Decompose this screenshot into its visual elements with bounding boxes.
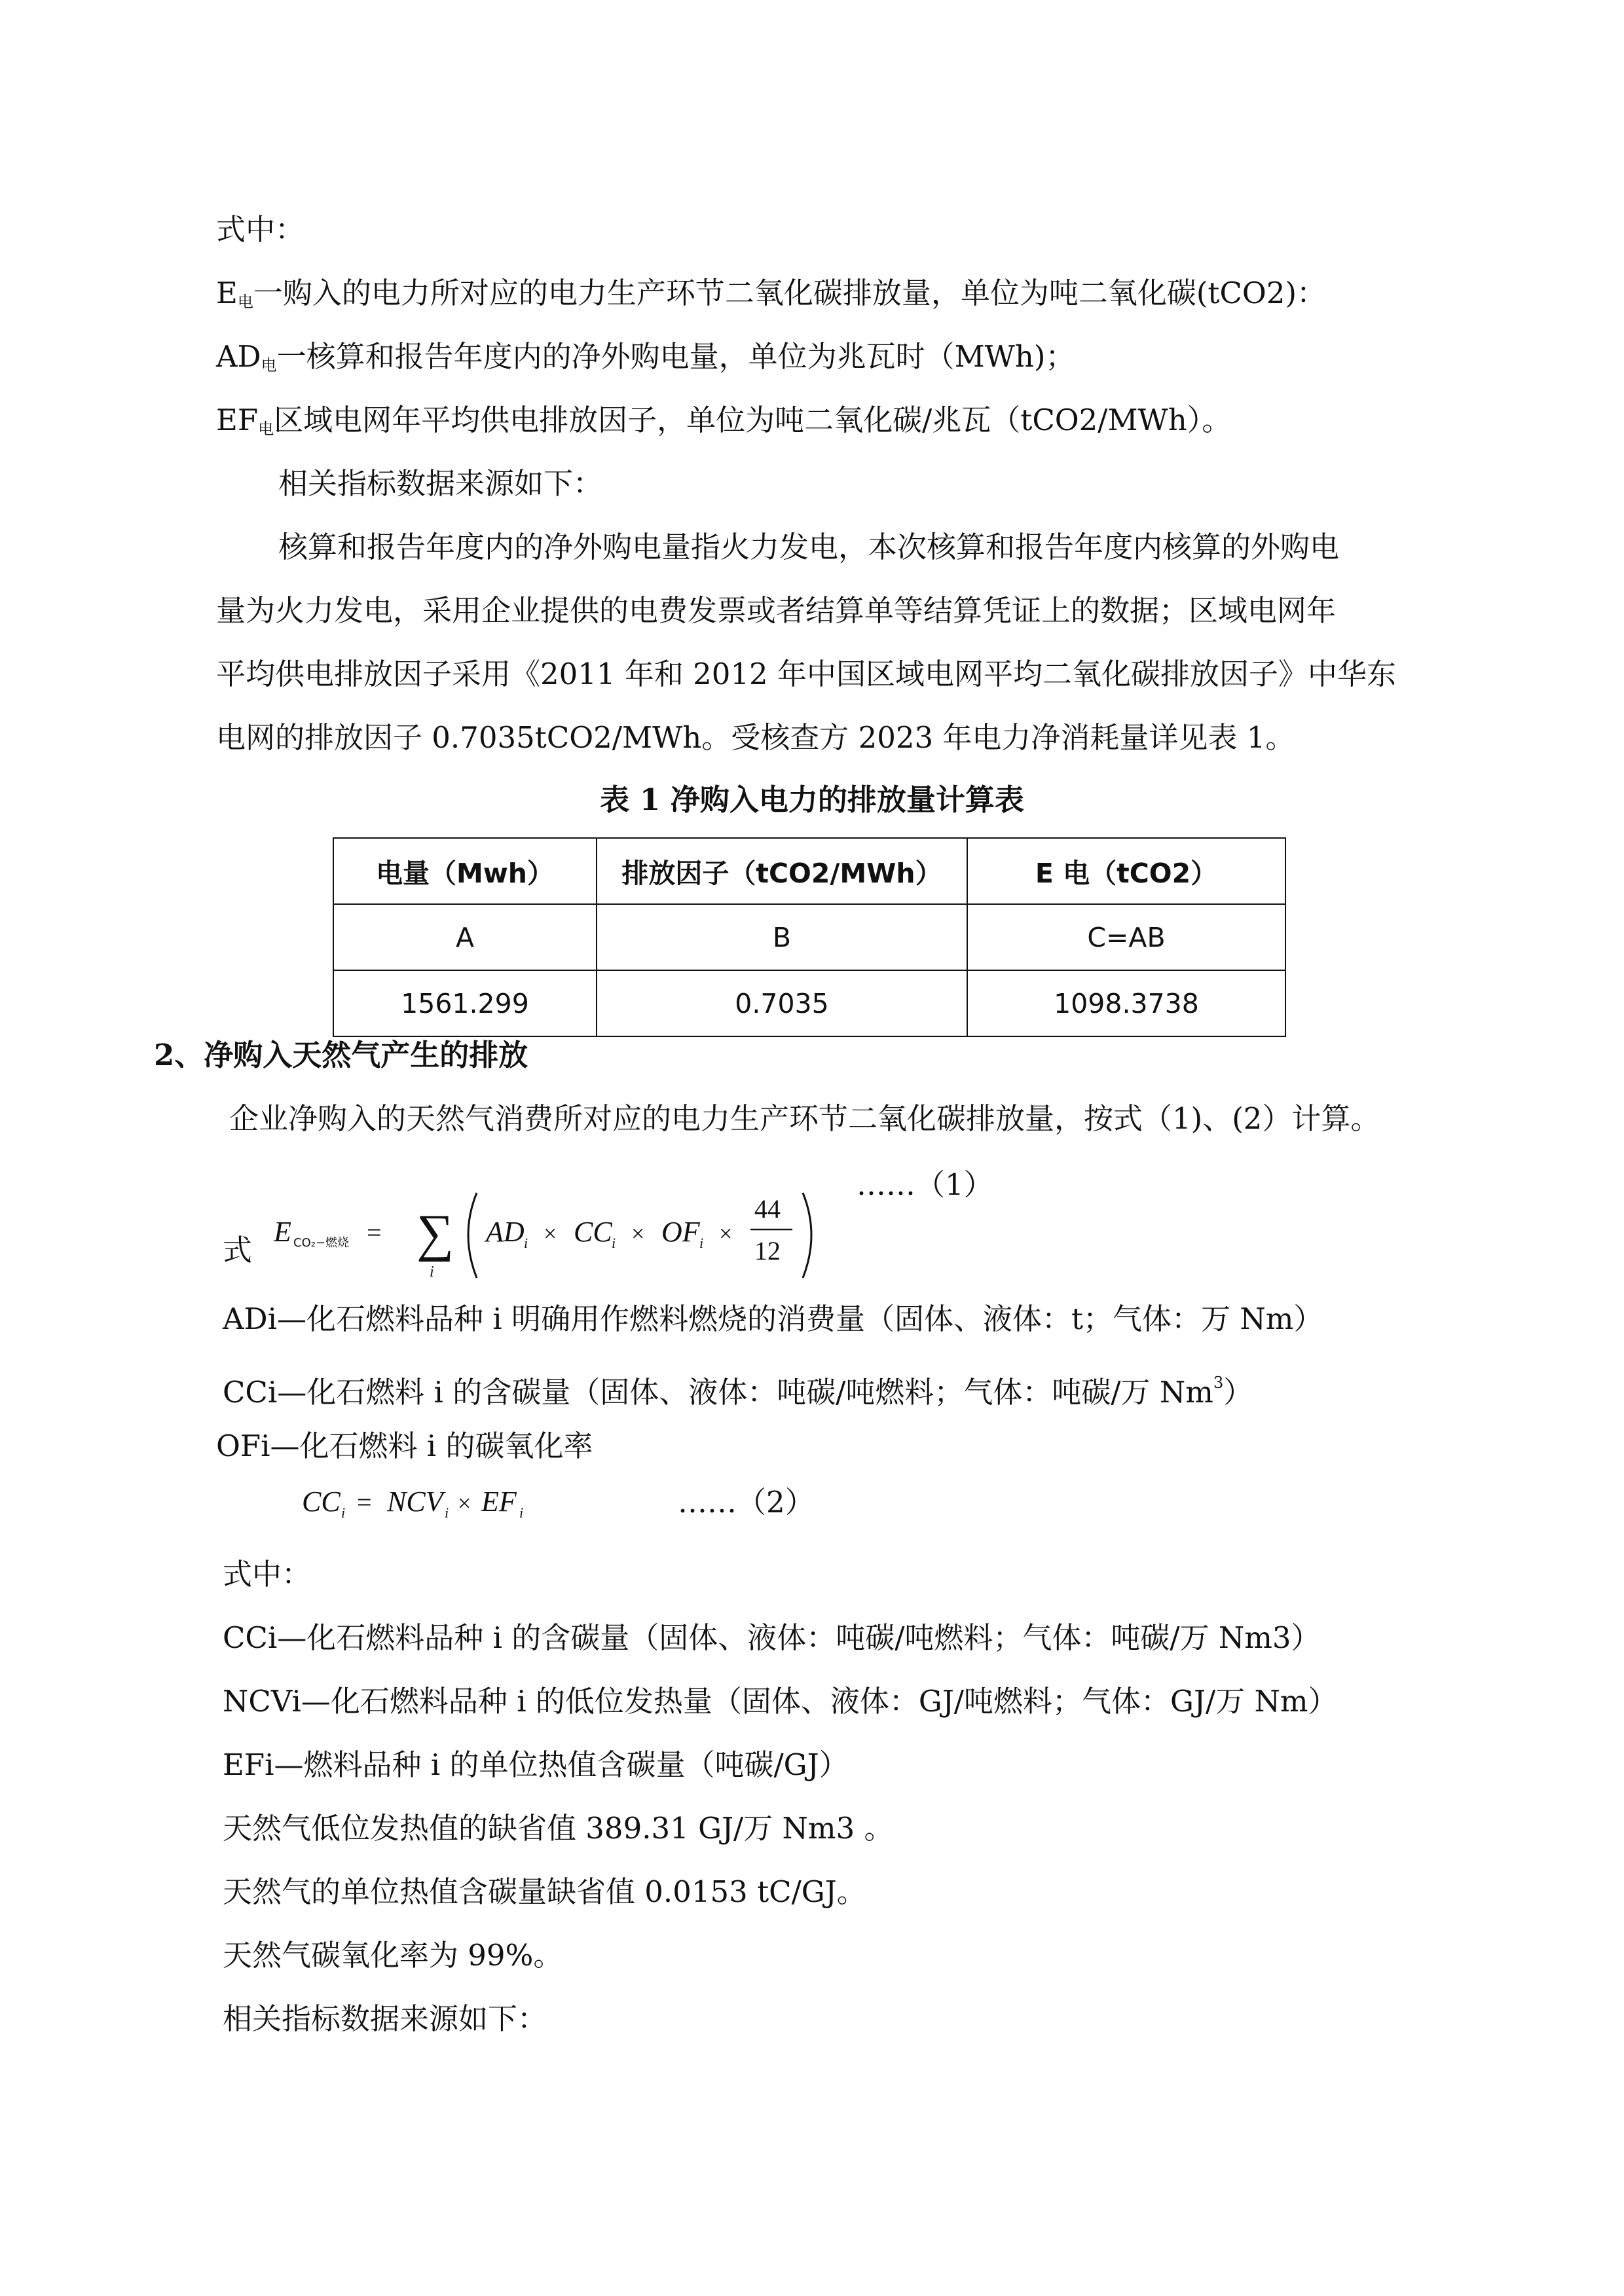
eq1-term: OF	[661, 1216, 700, 1248]
def-line: 天然气的单位热值含碳量缺省值 0.0153 tC/GJ。	[223, 1874, 866, 1909]
def-symbol: E	[216, 276, 238, 310]
eq2-lhs: CC	[302, 1485, 341, 1518]
section-intro: 企业净购入的天然气消费所对应的电力生产环节二氧化碳排放量，按式（1)、(2）计算。	[229, 1101, 1380, 1136]
eq1-term-sub: i	[699, 1235, 704, 1251]
def-symbol-sub: 电	[261, 356, 277, 374]
data-source-heading: 相关指标数据来源如下：	[278, 466, 603, 501]
paragraph-line: 平均供电排放因子采用《2011 年和 2012 年中国区域电网平均二氧化碳排放因子》中华东	[216, 657, 1396, 691]
def-line: CCi—化石燃料品种 i 的含碳量（固体、液体：吨碳/吨燃料；气体：吨碳/万 Nm3）	[223, 1620, 1321, 1655]
def-symbol: EF	[216, 403, 259, 437]
def-line: NCVi—化石燃料品种 i 的低位发热量（固体、液体：GJ/吨燃料；气体：GJ/万 Nm）	[223, 1684, 1338, 1719]
shizhong-label: 式中：	[223, 1557, 312, 1592]
eq1-term: AD	[486, 1216, 525, 1248]
def-ef-electric	[216, 401, 1231, 448]
eq1-equals: =	[367, 1218, 382, 1247]
table-cell: 1561.299	[333, 970, 597, 1036]
data-source-heading: 相关指标数据来源如下：	[223, 2001, 547, 2036]
eq1-times: ×	[544, 1220, 557, 1247]
def-symbol-sub: 电	[258, 420, 274, 438]
eq2-rhs: EF	[481, 1485, 517, 1518]
table-header-cell: E 电（tCO2）	[967, 838, 1285, 904]
eq2-sub: i	[519, 1504, 524, 1521]
eq2-sub: i	[445, 1504, 449, 1521]
eq1-right-paren	[803, 1193, 811, 1278]
def-symbol-sub: 电	[237, 293, 253, 311]
table-cell: B	[597, 904, 967, 970]
equation-2	[298, 1477, 593, 1529]
table-row	[333, 904, 1285, 970]
def-sup: 3	[1213, 1374, 1224, 1392]
eq2-equals: =	[357, 1487, 372, 1517]
eq1-left-paren	[468, 1193, 477, 1278]
table-cell: C=AB	[967, 904, 1285, 970]
paragraph-line: 电网的排放因子 0.7035tCO2/MWh。受核查方 2023 年电力净消耗量详见表 1。	[216, 720, 1295, 755]
equation-tag: ……（1）	[857, 1167, 993, 1202]
eq2-times: ×	[458, 1490, 471, 1516]
def-text: 一购入的电力所对应的电力生产环节二氧化碳排放量，单位为吨二氧化碳(tCO2)：	[253, 276, 1327, 310]
table-cell: 1098.3738	[967, 970, 1285, 1036]
eq1-times: ×	[631, 1220, 645, 1247]
equation-prefix: 式	[223, 1233, 253, 1267]
table-cell: A	[333, 904, 597, 970]
def-line	[223, 1363, 1253, 1412]
eq1-term-sub: i	[524, 1235, 528, 1251]
def-e-electric	[216, 274, 1326, 321]
eq1-sum-index: i	[430, 1264, 434, 1281]
def-text: CCi—化石燃料 i 的含碳量（固体、液体：吨碳/吨燃料；气体：吨碳/万 Nm	[223, 1375, 1213, 1410]
table-header-cell: 排放因子（tCO2/MWh）	[597, 838, 967, 904]
def-text: 区域电网年平均供电排放因子，单位为吨二氧化碳/兆瓦（tCO2/MWh）。	[274, 403, 1232, 437]
table-header-row	[333, 838, 1285, 904]
eq1-lhs: E	[274, 1216, 291, 1248]
def-line: ADi—化石燃料品种 i 明确用作燃料燃烧的消费量（固体、液体：t；气体：万 Nm）	[223, 1302, 1323, 1336]
shizhong-label: 式中：	[216, 212, 305, 247]
eq1-term-sub: i	[612, 1235, 616, 1251]
def-line: 天然气低位发热值的缺省值 389.31 GJ/万 Nm3 。	[223, 1811, 894, 1846]
section-heading: 2、净购入天然气产生的排放	[154, 1038, 528, 1072]
eq1-numerator: 44	[754, 1194, 781, 1224]
def-line: OFi—化石燃料 i 的碳氧化率	[216, 1429, 593, 1463]
table-row	[333, 970, 1285, 1036]
eq1-lhs-sub: CO₂−燃烧	[293, 1236, 350, 1250]
eq1-term: CC	[574, 1216, 612, 1248]
emission-table	[333, 837, 1286, 1037]
paragraph-line: 核算和报告年度内的净外购电量指火力发电，本次核算和报告年度内核算的外购电	[278, 530, 1340, 564]
def-line: 天然气碳氧化率为 99%。	[223, 1938, 563, 1973]
equation-tag: ……（2）	[678, 1485, 815, 1520]
equation-1	[268, 1178, 845, 1290]
table-cell: 0.7035	[597, 970, 967, 1036]
eq1-times: ×	[719, 1220, 733, 1247]
table-header-cell: 电量（Mwh）	[333, 838, 597, 904]
paragraph-line: 量为火力发电，采用企业提供的电费发票或者结算单等结算凭证上的数据；区域电网年	[216, 593, 1337, 628]
def-line: EFi—燃料品种 i 的单位热值含碳量（吨碳/GJ）	[223, 1747, 849, 1782]
def-ad-electric	[216, 337, 1075, 385]
def-text: 一核算和报告年度内的净外购电量，单位为兆瓦时（MWh)；	[276, 339, 1075, 374]
def-symbol: AD	[216, 339, 261, 374]
eq2-mid: NCV	[387, 1485, 443, 1518]
eq1-sum-sign: ∑	[416, 1205, 454, 1262]
table-caption: 表 1 净购入电力的排放量计算表	[600, 782, 1024, 817]
def-text: ）	[1223, 1375, 1253, 1410]
eq2-sub: i	[341, 1504, 346, 1521]
eq1-denominator: 12	[754, 1236, 781, 1266]
